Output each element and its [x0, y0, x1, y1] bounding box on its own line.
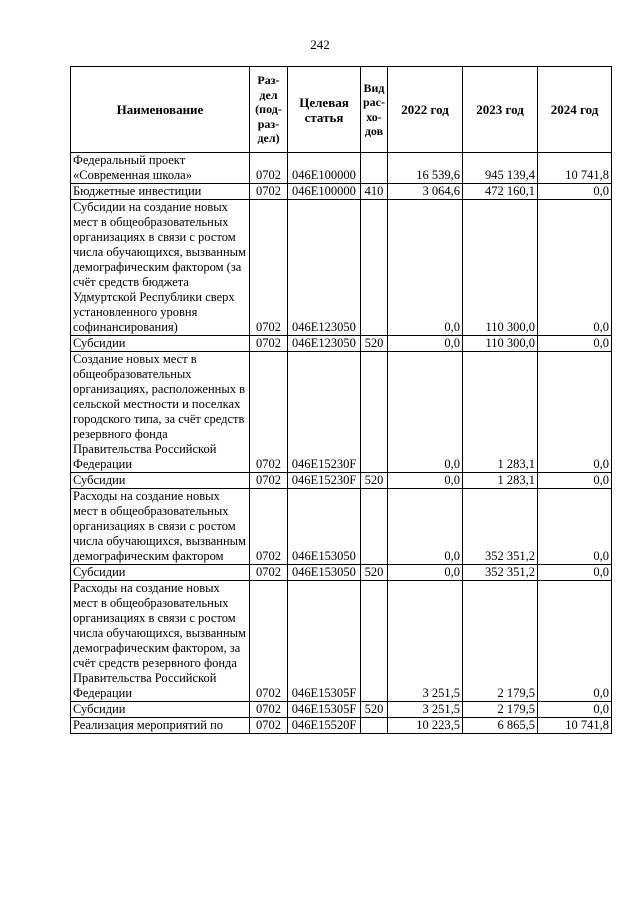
row-value-2023: 110 300,0 [463, 336, 538, 352]
row-name: Субсидии [71, 702, 250, 718]
row-value-2023: 472 160,1 [463, 184, 538, 200]
row-name: Реализация мероприятий по [71, 718, 250, 734]
row-target: 046E15230F [288, 352, 361, 473]
row-value-2024: 0,0 [538, 200, 612, 336]
row-section: 0702 [250, 153, 288, 184]
row-value-2023: 352 351,2 [463, 565, 538, 581]
row-target: 046E100000 [288, 153, 361, 184]
row-expense-type: 520 [361, 565, 388, 581]
row-value-2023: 945 139,4 [463, 153, 538, 184]
header-name: Наименование [71, 67, 250, 153]
row-target: 046E100000 [288, 184, 361, 200]
row-expense-type [361, 489, 388, 565]
table-row [71, 565, 612, 581]
row-expense-type: 520 [361, 473, 388, 489]
row-expense-type: 520 [361, 336, 388, 352]
table-row [71, 702, 612, 718]
row-value-2023: 1 283,1 [463, 473, 538, 489]
row-target: 046E153050 [288, 489, 361, 565]
row-section: 0702 [250, 184, 288, 200]
row-section: 0702 [250, 565, 288, 581]
table-row [71, 473, 612, 489]
row-expense-type [361, 581, 388, 702]
table-row [71, 718, 612, 734]
row-value-2024: 0,0 [538, 336, 612, 352]
row-name: Субсидии [71, 565, 250, 581]
row-value-2022: 0,0 [388, 473, 463, 489]
row-name: Бюджетные инвестиции [71, 184, 250, 200]
table-row [71, 200, 612, 336]
row-value-2022: 3 251,5 [388, 581, 463, 702]
row-target: 046E15305F [288, 702, 361, 718]
row-value-2022: 10 223,5 [388, 718, 463, 734]
row-value-2023: 6 865,5 [463, 718, 538, 734]
row-expense-type: 520 [361, 702, 388, 718]
row-name: Расходы на создание новых мест в общеобразовательных организациях в связи с ростом числа обучающихся, вызванным демографическим фактором, за счёт средств резервного фонда Правительства Российской Федерации [71, 581, 250, 702]
row-value-2022: 0,0 [388, 200, 463, 336]
row-value-2022: 3 251,5 [388, 702, 463, 718]
header-2022: 2022 год [388, 67, 463, 153]
row-value-2024: 0,0 [538, 581, 612, 702]
row-value-2022: 16 539,6 [388, 153, 463, 184]
row-name: Субсидии на создание новых мест в общеобразовательных организациях в связи с ростом числа обучающихся, вызванным демографическим фактором (за счёт средств бюджета Удмуртской Республики сверх установленного уровня софинансирования) [71, 200, 250, 336]
row-name: Создание новых мест в общеобразовательных организациях, расположенных в сельской местности и поселках городского типа, за счёт средств резервного фонда Правительства Российской Федерации [71, 352, 250, 473]
budget-table [70, 66, 612, 734]
row-value-2024: 10 741,8 [538, 153, 612, 184]
row-section: 0702 [250, 200, 288, 336]
table-header-row [71, 67, 612, 153]
row-value-2023: 110 300,0 [463, 200, 538, 336]
row-name: Субсидии [71, 473, 250, 489]
header-2024: 2024 год [538, 67, 612, 153]
row-target: 046E123050 [288, 336, 361, 352]
row-value-2024: 10 741,8 [538, 718, 612, 734]
row-name: Федеральный проект «Современная школа» [71, 153, 250, 184]
header-2023: 2023 год [463, 67, 538, 153]
row-section: 0702 [250, 489, 288, 565]
row-value-2023: 2 179,5 [463, 581, 538, 702]
row-section: 0702 [250, 336, 288, 352]
header-expense-type: Вид рас-хо-дов [361, 67, 388, 153]
row-expense-type [361, 718, 388, 734]
row-section: 0702 [250, 718, 288, 734]
table-row [71, 336, 612, 352]
row-value-2024: 0,0 [538, 702, 612, 718]
row-target: 046E123050 [288, 200, 361, 336]
row-section: 0702 [250, 702, 288, 718]
row-value-2023: 2 179,5 [463, 702, 538, 718]
row-value-2024: 0,0 [538, 473, 612, 489]
header-target: Целевая статья [288, 67, 361, 153]
row-expense-type [361, 352, 388, 473]
row-expense-type [361, 153, 388, 184]
row-expense-type [361, 200, 388, 336]
row-value-2023: 1 283,1 [463, 352, 538, 473]
row-value-2022: 0,0 [388, 489, 463, 565]
row-value-2024: 0,0 [538, 352, 612, 473]
row-section: 0702 [250, 473, 288, 489]
table-row [71, 153, 612, 184]
row-target: 046E153050 [288, 565, 361, 581]
row-value-2024: 0,0 [538, 184, 612, 200]
row-value-2024: 0,0 [538, 565, 612, 581]
row-target: 046E15230F [288, 473, 361, 489]
row-value-2022: 0,0 [388, 565, 463, 581]
table-row [71, 184, 612, 200]
page-number: 242 [310, 37, 330, 52]
row-value-2022: 0,0 [388, 352, 463, 473]
row-section: 0702 [250, 352, 288, 473]
row-name: Расходы на создание новых мест в общеобразовательных организациях в связи с ростом числа обучающихся, вызванным демографическим фактором [71, 489, 250, 565]
row-value-2022: 3 064,6 [388, 184, 463, 200]
row-target: 046E15305F [288, 581, 361, 702]
header-section: Раз-дел (под-раз-дел) [250, 67, 288, 153]
table-row [71, 489, 612, 565]
row-expense-type: 410 [361, 184, 388, 200]
row-value-2023: 352 351,2 [463, 489, 538, 565]
row-value-2022: 0,0 [388, 336, 463, 352]
row-section: 0702 [250, 581, 288, 702]
table-row [71, 581, 612, 702]
row-target: 046E15520F [288, 718, 361, 734]
table-row [71, 352, 612, 473]
row-value-2024: 0,0 [538, 489, 612, 565]
row-name: Субсидии [71, 336, 250, 352]
